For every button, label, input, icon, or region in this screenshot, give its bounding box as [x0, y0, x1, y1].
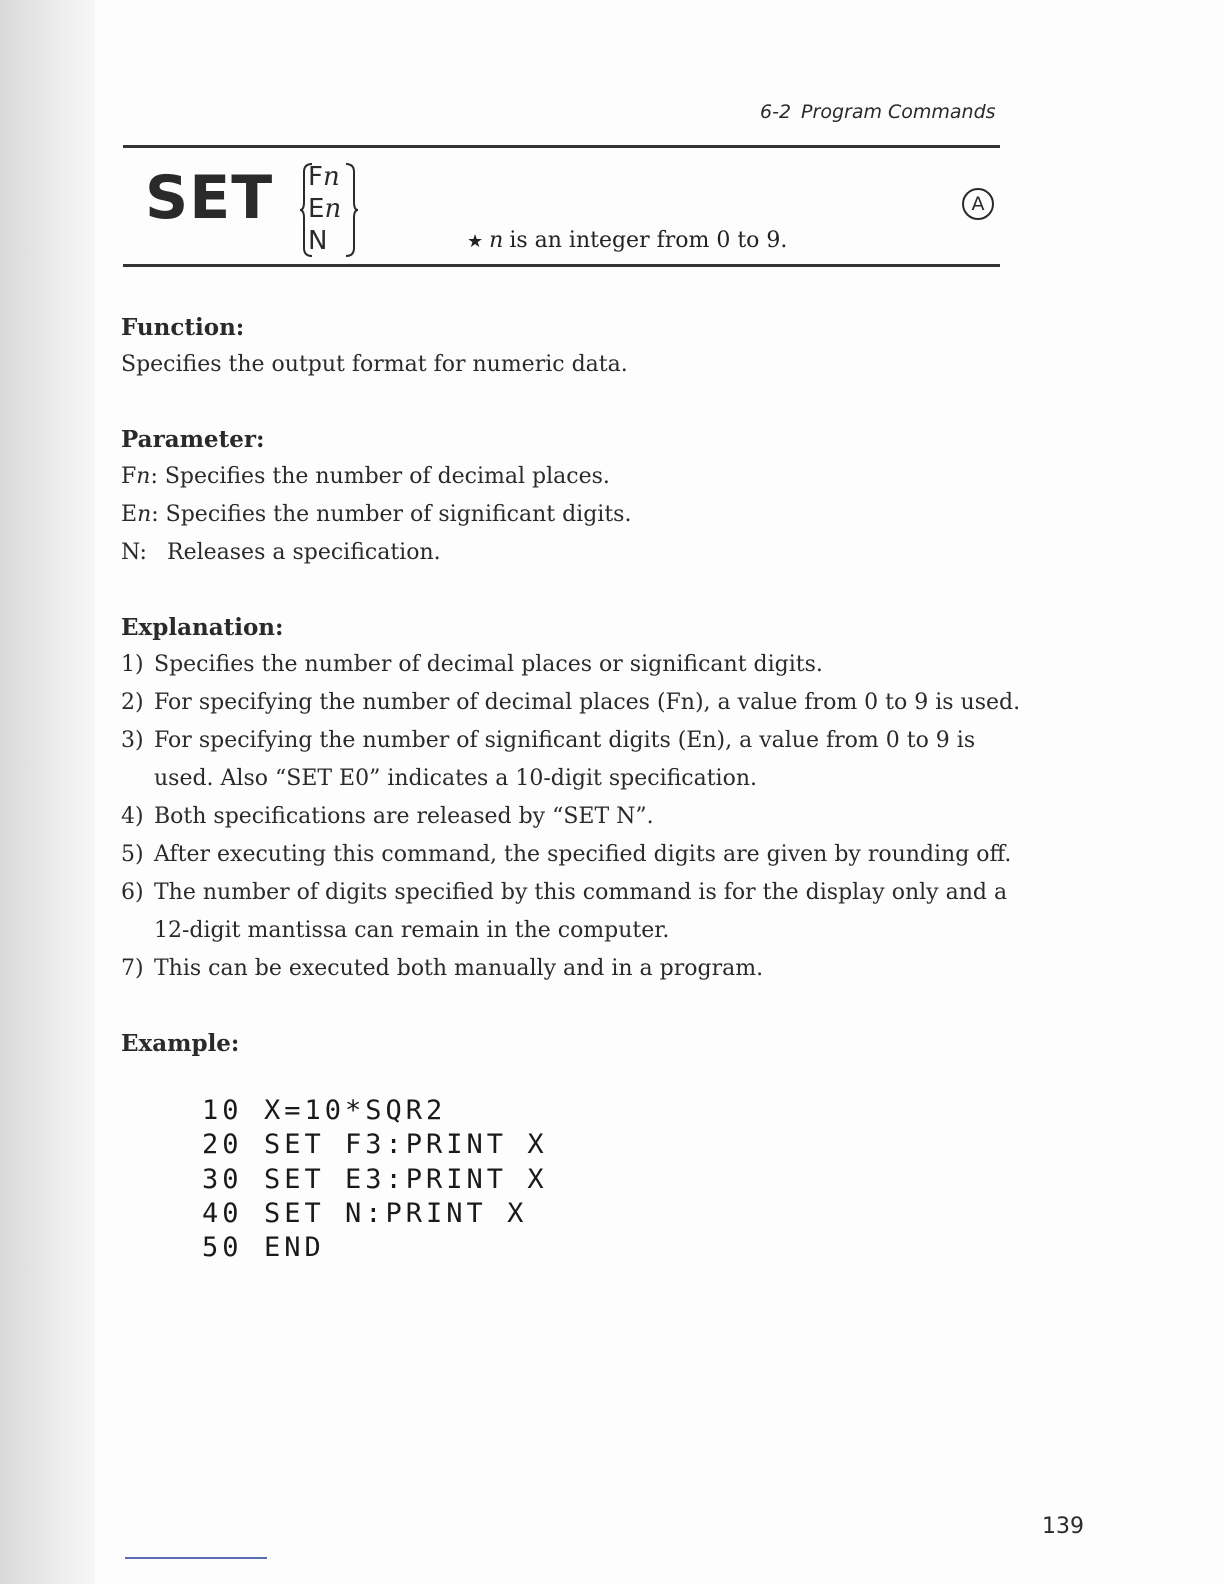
code-line: 20 SET F3:PRINT X: [202, 1129, 548, 1160]
explanation-item: 3) For specifying the number of significant digits (En), a value from 0 to 9 is: [121, 728, 976, 753]
bottom-rule: [123, 264, 1000, 267]
star-icon: ★: [467, 231, 484, 252]
running-header: [760, 101, 996, 123]
top-rule: [123, 145, 1000, 148]
code-line: 50 END: [202, 1232, 325, 1263]
syntax-note: ★ n is an integer from 0 to 9.: [467, 228, 788, 253]
syntax-options: [298, 162, 362, 258]
option-fn: Fn: [308, 162, 340, 192]
example-heading: Example:: [121, 1030, 240, 1057]
code-line: 40 SET N:PRINT X: [202, 1198, 528, 1229]
explanation-item: 2) For specifying the number of decimal places (Fn), a value from 0 to 9 is used.: [121, 690, 1021, 715]
command-name: SET: [145, 163, 274, 233]
code-line: 30 SET E3:PRINT X: [202, 1164, 548, 1195]
mode-a-icon: A: [962, 188, 994, 220]
option-en: En: [308, 194, 342, 224]
section-number: 6-2: [760, 101, 792, 123]
footer-line: [125, 1557, 267, 1559]
parameter-en: En: Specifies the number of significant digits.: [121, 502, 632, 527]
option-n: N: [308, 226, 328, 256]
function-text: Specifies the output format for numeric data.: [121, 352, 628, 377]
explanation-item: 7) This can be executed both manually and in a program.: [121, 956, 764, 981]
explanation-item: 5) After executing this command, the specified digits are given by rounding off.: [121, 842, 1012, 867]
explanation-item: 6) The number of digits specified by this command is for the display only and a: [121, 880, 1008, 905]
explanation-item-cont: used. Also “SET E0” indicates a 10-digit specification.: [154, 766, 758, 791]
explanation-item-cont: 12-digit mantissa can remain in the computer.: [154, 918, 670, 943]
explanation-item: 1) Specifies the number of decimal places or significant digits.: [121, 652, 823, 677]
explanation-item: 4) Both specifications are released by “SET N”.: [121, 804, 654, 829]
code-line: 10 X=10*SQR2: [202, 1095, 447, 1126]
parameter-heading: Parameter:: [121, 426, 265, 453]
parameter-n: N: Releases a specification.: [121, 540, 441, 565]
function-heading: Function:: [121, 314, 245, 341]
parameter-fn: Fn: Specifies the number of decimal places.: [121, 464, 610, 489]
page-number: 139: [1042, 1514, 1084, 1539]
explanation-heading: Explanation:: [121, 614, 284, 641]
scan-margin-shadow: [0, 0, 95, 1584]
section-title: Program Commands: [801, 101, 996, 123]
